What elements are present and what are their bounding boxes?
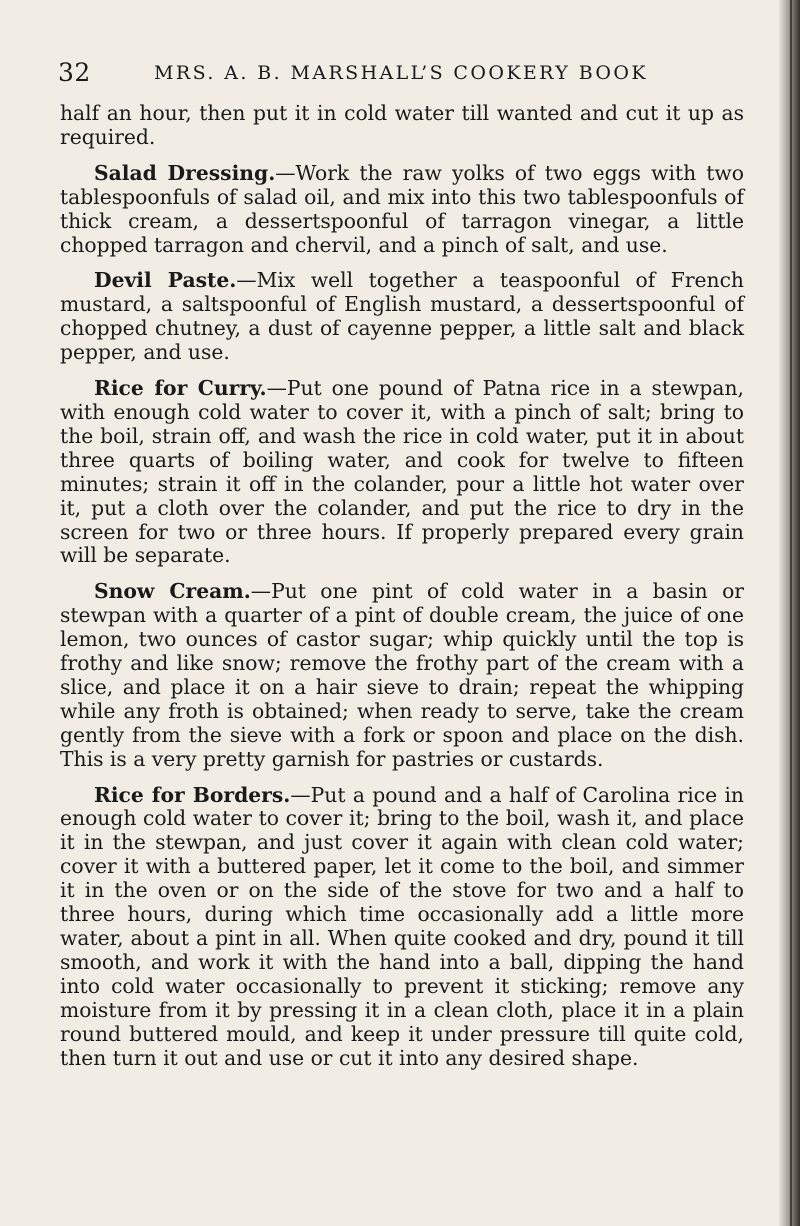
recipe-heading: Devil Paste. (94, 268, 237, 293)
recipe-heading: Rice for Curry. (94, 376, 267, 401)
recipe-heading: Snow Cream. (94, 579, 251, 604)
page-header (58, 58, 744, 88)
recipe-salad-dressing (60, 162, 744, 258)
recipe-heading: Salad Dressing. (94, 160, 276, 185)
recipe-text: —Put one pound of Patna rice in a stewpan, with enough cold water to cover it, with a pinch of salt; bring to the boil, strain off, and wash the rice in cold water, put it in about three quarts of boiling water, and cook for twelve to fifteen minutes; strain it off in the colander, pour a little hot water over it, put a cloth over the colander, and put the rice to dry in the screen for two or three hours. If properly prepared every grain will be separate. (60, 376, 744, 568)
recipe-text: —Put a pound and a half of Carolina rice in enough cold water to cover it; bring to the boil, wash it, and place it in the stewpan, and just cover it again with clean cold water; cover it with a buttered paper, let it come to the boil, and simmer it in the oven or on the side of the stove for two and a half to three hours, during which time occasionally add a little more water, about a pint in all. When quite cooked and dry, pound it till smooth, and work it with the hand into a ball, dipping the hand into cold water occasionally to prevent it sticking; remove any moisture from it by pressing it in a clean cloth, place it in a plain round buttered mould, and keep it under pressure till quite cold, then turn it out and use or cut it into any desired shape. (60, 782, 744, 1070)
recipe-devil-paste (60, 269, 744, 365)
recipe-snow-cream (60, 580, 744, 771)
page-number: 32 (58, 58, 91, 87)
paragraph-continuation (60, 102, 744, 150)
running-title: MRS. A. B. MARSHALL’S COOKERY BOOK (154, 62, 648, 84)
recipe-heading: Rice for Borders. (94, 782, 291, 807)
recipe-rice-for-curry (60, 377, 744, 568)
page-edge-shadow (778, 0, 800, 1226)
page-edge-line (790, 0, 792, 1226)
page-body (60, 102, 744, 1082)
paragraph-text: half an hour, then put it in cold water till wanted and cut it up as required. (60, 101, 744, 149)
recipe-text: —Mix well together a teaspoonful of French mustard, a saltspoonful of English mustard, a dessertspoonful of chopped chutney, a dust of cayenne pepper, a little salt and black pepper, and use. (60, 268, 744, 365)
recipe-rice-for-borders (60, 784, 744, 1071)
recipe-text: —Put one pint of cold water in a basin or stewpan with a quarter of a pint of double cream, the juice of one lemon, two ounces of castor sugar; whip quickly until the top is frothy and like snow; remove the frothy part of the cream with a slice, and place it on a hair sieve to drain; repeat the whipping while any froth is obtained; when ready to serve, take the cream gently from the sieve with a fork or spoon and place on the dish. This is a very pretty garnish for pastries or custards. (60, 579, 744, 771)
recipe-text: —Work the raw yolks of two eggs with two tablespoonfuls of salad oil, and mix into this two tablespoonfuls of thick cream, a dessertspoonful of tarragon vinegar, a little chopped tarragon and chervil, and a pinch of salt, and use. (60, 160, 744, 257)
